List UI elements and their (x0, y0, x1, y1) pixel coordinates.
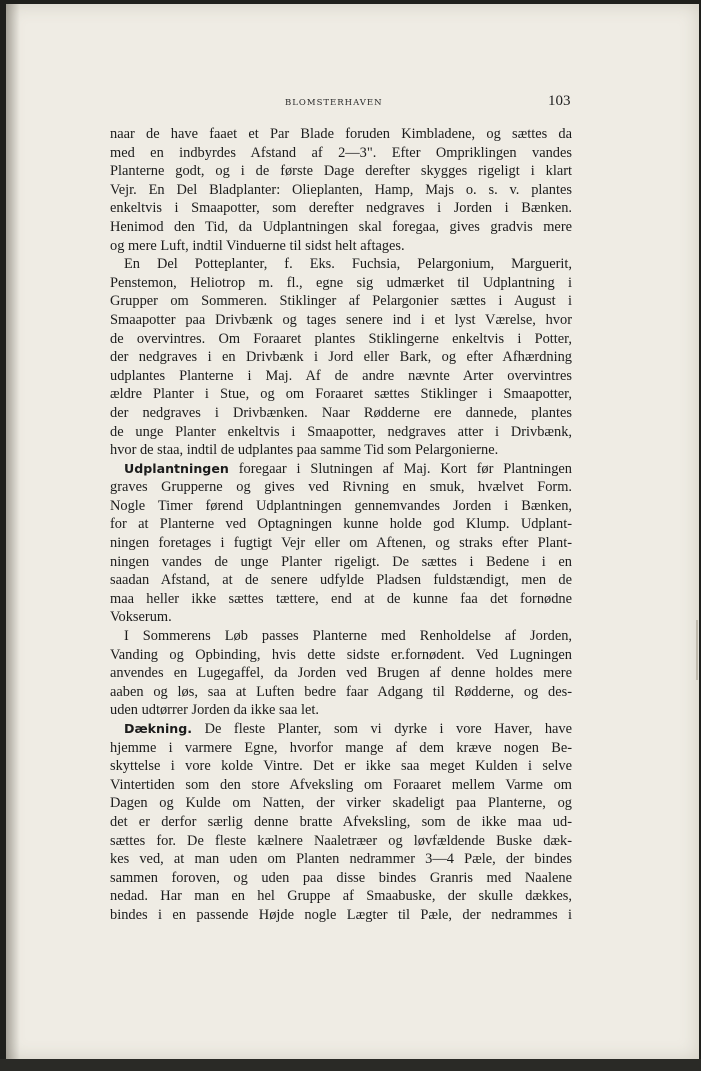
text-line (110, 757, 572, 776)
text-line-content: Nogle Timer førend Udplantningen gennemvandes Jorden i Bænken, (110, 497, 572, 514)
text-line (110, 850, 572, 869)
text-line (110, 794, 572, 813)
text-line (110, 144, 572, 163)
text-line-content: I Sommerens Løb passes Planterne med Renholdelse af Jorden, (124, 628, 572, 645)
text-line (110, 627, 572, 646)
text-line-content: Vejr. En Del Bladplanter: Olieplanten, Hamp, Majs o. s. v. plantes (110, 181, 572, 198)
text-line-content: ningen vandes de unge Planter rigeligt. De sættes i Bedene i en (110, 553, 572, 570)
text-line (110, 701, 572, 720)
text-line (110, 478, 572, 497)
text-line (110, 274, 572, 293)
text-line (110, 162, 572, 181)
text-line-content: naar de have faaet et Par Blade foruden Kimbladene, og sættes da (110, 126, 572, 142)
text-line (110, 720, 572, 739)
scan-bottom-edge (0, 1059, 701, 1071)
text-line-content: foregaar i Slutningen af Maj. Kort før Plantningen (228, 460, 572, 477)
text-line (110, 683, 572, 702)
running-title: BLOMSTERHAVEN (285, 98, 383, 108)
text-line-content: udplantes Planterne i Maj. Af de andre nævnte Arter overvintres (110, 367, 572, 384)
text-line-content: En Del Potteplanter, f. Eks. Fuchsia, Pelargonium, Marguerit, (124, 256, 572, 273)
text-line (110, 348, 572, 367)
text-line (110, 404, 572, 423)
text-line-content: enkeltvis i Smaapotter, som derefter nedgraves i Jorden i Bænken. (110, 200, 572, 217)
text-line-content: hvor de staa, indtil de udplantes paa samme Tid som Pelargonierne. (110, 442, 499, 459)
text-line-content: Planterne godt, og i de første Dage derefter skygges rigeligt i klart (110, 163, 572, 180)
text-line (110, 237, 572, 256)
text-line (110, 646, 572, 665)
text-line (110, 608, 572, 627)
section-lead-word: Dækning. (124, 721, 193, 736)
text-line-content: bindes i en passende Højde nogle Lægter til Pæle, der nedrammes i (110, 906, 572, 923)
text-line (110, 813, 572, 832)
text-line-content: sættes for. De fleste kælnere Naaletræer og løvfældende Buske dæk- (110, 832, 572, 849)
text-line (110, 534, 572, 553)
text-line-content: der nedgraves i en Drivbænk i Jord eller Bark, og efter Afhærdning (110, 349, 572, 366)
body-text (110, 125, 572, 925)
text-line-content: det er derfor særlig denne bratte Afveksling, som de ikke maa ud- (110, 813, 572, 830)
text-line-content: de overvintres. Om Foraaret plantes Stiklingerne enkeltvis i Potter, (110, 330, 572, 347)
text-line (110, 255, 572, 274)
text-line-content: de unge Planter enkeltvis i Smaapotter, nedgraves atter i Drivbænk, (110, 423, 572, 440)
text-line-content: De fleste Planter, som vi dyrke i vore Haver, have (192, 721, 572, 737)
text-line (110, 906, 572, 925)
text-line-content: Vokserum. (110, 609, 172, 626)
text-line-content: kes ved, at man uden om Planten nedrammer 3—4 Pæle, der bindes (110, 851, 572, 868)
page-edge-mark (696, 620, 698, 680)
text-line-content: maa heller ikke sættes tættere, end at de kunne faa det fornødne (110, 590, 572, 607)
text-line (110, 385, 572, 404)
text-line-content: Henimod den Tid, da Udplantningen skal foregaa, gives gradvis mere (110, 218, 572, 235)
text-line (110, 367, 572, 386)
text-line-content: ældre Planter i Stue, og om Foraaret sættes Stiklinger i Smaapotter, (110, 386, 572, 403)
text-line (110, 553, 572, 572)
text-line (110, 776, 572, 795)
text-line (110, 199, 572, 218)
text-line-content: hjemme i varmere Egne, hvorfor mange af dem kræve nogen Be- (110, 739, 572, 756)
binding-shadow (6, 4, 20, 1060)
text-line-content: anvendes en Lugegaffel, da Jorden ved Brugen af denne holdes mere (110, 665, 572, 682)
text-line-content: og mere Luft, indtil Vinduerne til sidst helt aftages. (110, 237, 405, 254)
text-line (110, 218, 572, 237)
text-line-content: skyttelse i vore kolde Vintre. Det er ikke saa meget Kulden i selve (110, 758, 572, 775)
text-line-content: der nedgraves i Drivbænken. Naar Rødderne ere dannede, plantes (110, 404, 572, 421)
text-line (110, 181, 572, 200)
text-line (110, 441, 572, 460)
text-line (110, 571, 572, 590)
text-line-content: aaben og løs, saa at Luften bedre faar Adgang til Rødderne, og des- (110, 683, 572, 700)
text-line-content: Dagen og Kulde om Natten, der virker skadeligt paa Planterne, og (110, 795, 572, 812)
text-line (110, 423, 572, 442)
page-header (0, 93, 701, 113)
text-line-content: Grupper om Sommeren. Stiklinger af Pelargonier sættes i August i (110, 293, 572, 310)
text-line-content: saadan Afstand, at de senere udfylde Pladsen fuldstændigt, men de (110, 572, 572, 589)
text-line (110, 460, 572, 479)
text-line-content: Smaapotter paa Drivbænk og tages senere ind i et lyst Værelse, hvor (110, 311, 572, 328)
text-line (110, 887, 572, 906)
text-line-content: sammen foroven, og uden paa disse bindes Granris med Naalene (110, 869, 572, 886)
text-line-content: Penstemon, Heliotrop m. fl., egne sig udmærket til Udplantning i (110, 274, 572, 291)
text-line (110, 497, 572, 516)
text-line (110, 330, 572, 349)
text-line (110, 739, 572, 758)
text-line-content: graves Grupperne og gives ved Rivning en smuk, hvælvet Form. (110, 479, 572, 496)
text-line (110, 590, 572, 609)
text-line-content: nedad. Har man en hel Gruppe af Smaabuske, der skulle dækkes, (110, 888, 572, 905)
text-line-content: ningen foretages i fugtigt Vejr eller om Aftenen, og straks efter Plant- (110, 535, 572, 552)
text-line (110, 292, 572, 311)
text-line (110, 311, 572, 330)
text-line (110, 125, 572, 144)
text-line-content: Vintertiden som den store Afveksling om Foraaret mellem Varme om (110, 776, 572, 793)
text-line (110, 869, 572, 888)
text-line (110, 664, 572, 683)
text-line (110, 515, 572, 534)
text-line (110, 832, 572, 851)
text-line-content: Vanding og Opbinding, hvis dette sidste er.fornødent. Ved Lugningen (110, 646, 572, 663)
text-line-content: uden udtørrer Jorden da ikke saa let. (110, 702, 319, 719)
text-line-content: med en indbyrdes Afstand af 2—3". Efter Ompriklingen vandes (110, 144, 572, 161)
section-lead-word: Udplantningen (124, 460, 229, 476)
page-number: 103 (548, 93, 571, 109)
text-line-content: for at Planterne ved Optagningen kunne holde god Klump. Udplant- (110, 516, 572, 533)
